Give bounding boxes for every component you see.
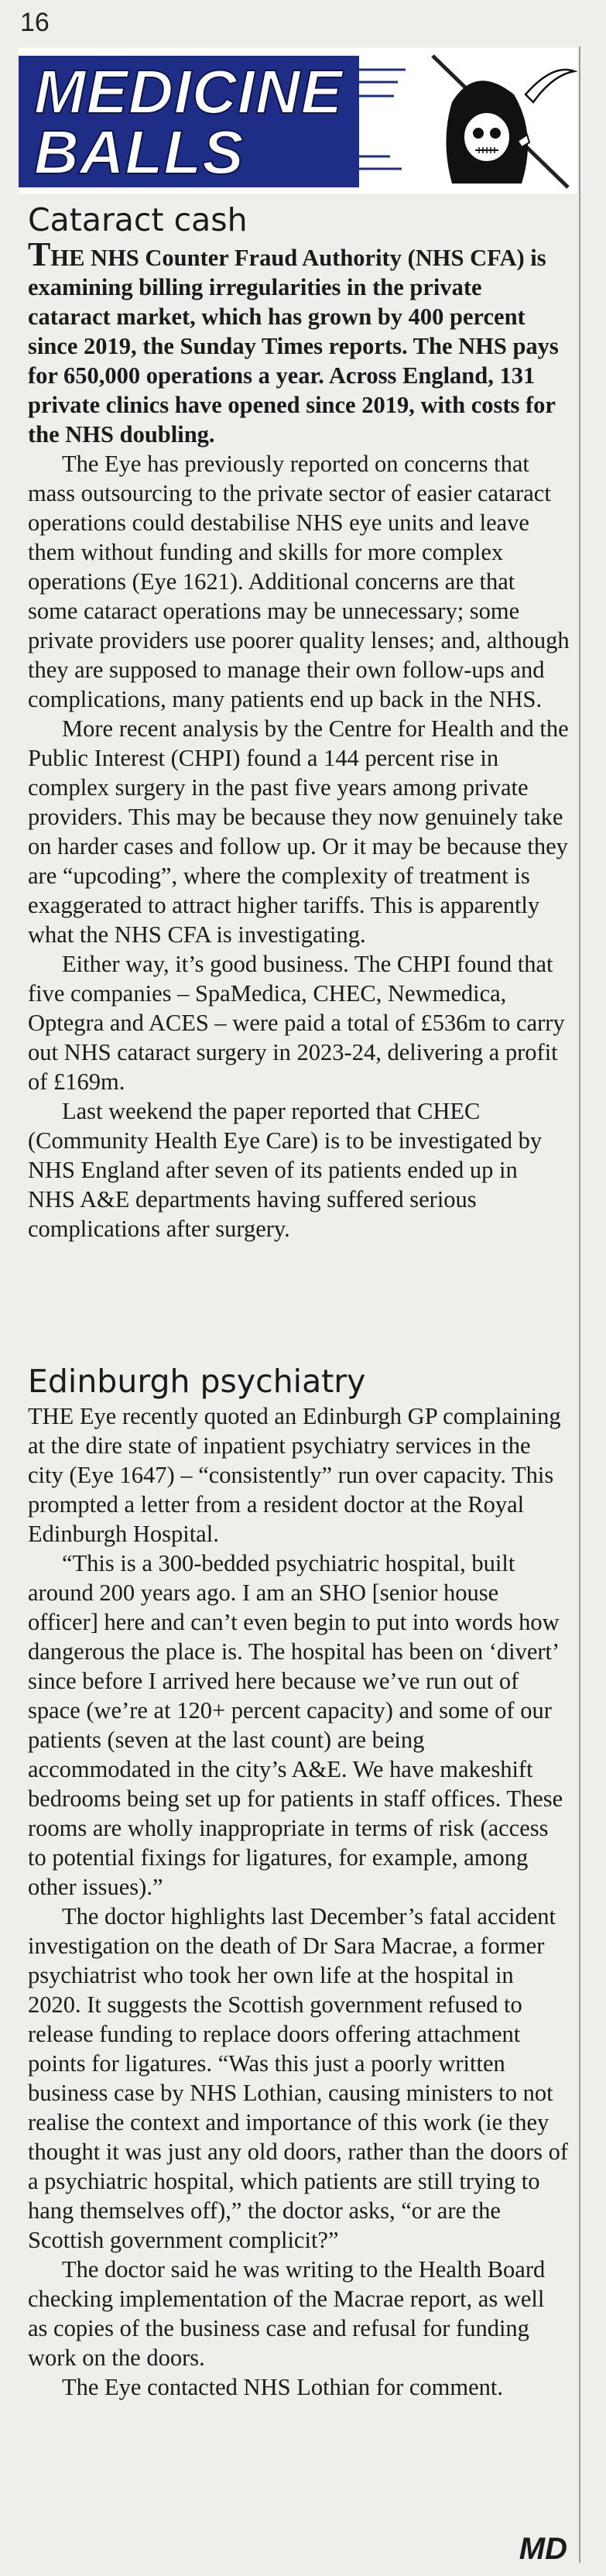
article-heading: Edinburgh psychiatry (28, 1363, 366, 1400)
article-paragraph: More recent analysis by the Centre for Health and the Public Interest (CHPI) found a 144 percent rise in complex surgery in the past five years among private providers. This may be because they now genuinely take on harder cases and follow up. Or it may be because they are “upcoding”, where the complexity of treatment is exaggerated to attract higher tariffs. This is apparently what the NHS CFA is investigating. (28, 715, 569, 948)
column-rule (579, 46, 580, 2563)
drop-cap: T (28, 235, 51, 273)
page-number: 16 (20, 8, 50, 37)
article-lead (28, 235, 570, 449)
article-heading: Cataract cash (28, 201, 248, 238)
lead-text: HE NHS Counter Fraud Authority (NHS CFA) is examining billing irregularities in the private cataract market, which has grown by 400 percent since 2019, the Sunday Times reports. The NHS pays for 650,000 operations a year. Across England, 131 private clinics have opened since 2019, with costs for the NHS doubling. (28, 245, 559, 448)
article-edinburgh-psychiatry (28, 1361, 570, 2402)
banner-title-line2: BALLS (34, 118, 245, 187)
article-paragraph: Either way, it’s good business. The CHPI found that five companies – SpaMedica, CHEC, Newmedica, Optegra and ACES – were paid a total of £536m to carry out NHS cataract surgery in 2023-24, delivering a profit of £169m. (28, 951, 565, 1095)
banner-title (34, 57, 375, 187)
article-intro: THE Eye recently quoted an Edinburgh GP complaining at the dire state of inpatient psychiatry services in the city (Eye 1647) – “consistently” run over capacity. This prompted a letter from a resident doctor at the Royal Edinburgh Hospital. (28, 1403, 561, 1547)
medicine-balls-banner (19, 48, 577, 194)
article-paragraph: The Eye has previously reported on concerns that mass outsourcing to the private sector of easier cataract operations could destabilise NHS eye units and leave them without funding and skills for more complex operations (Eye 1621). Additional concerns are that some cataract operations may be unnecessary; some private providers use poorer quality lenses; and, although they are supposed to manage their own follow-ups and complications, many patients end up back in the NHS. (28, 451, 570, 712)
article-paragraph: Last weekend the paper reported that CHEC (Community Health Eye Care) is to be investigated by NHS England after seven of its patients ended up in NHS A&E departments having suffered serious complications after surgery. (28, 1098, 543, 1242)
article-paragraph: The doctor highlights last December’s fatal accident investigation on the death of Dr Sara Macrae, a former psychiatrist who took her own life at the hospital in 2020. It suggests the Scottish government refused to release funding to replace doors offering attachment points for ligatures. “Was this just a poorly written business case by NHS Lothian, causing ministers to not realise the context and importance of this work (ie they thought it was just any old doors, rather than the doors of a psychiatric hospital, which patients are still trying to hang themselves off),” the doctor asks, “or are the Scottish government complicit?” (28, 1903, 569, 2253)
article-paragraph: The Eye contacted NHS Lothian for comment. (62, 2374, 503, 2400)
grim-reaper-illustration (359, 48, 577, 194)
article-cataract-cash (28, 200, 570, 1243)
banner-title-line1: MEDICINE (34, 57, 344, 126)
author-initials: MD (519, 2532, 567, 2566)
article-paragraph: The doctor said he was writing to the Health Board checking implementation of the Macrae report, as well as copies of the business case and refusal for funding work on the doors. (28, 2256, 546, 2371)
article-paragraph: “This is a 300-bedded psychiatric hospital, built around 200 years ago. I am an SHO [senior house officer] here and can’t even begin to put into words how dangerous the place is. The hospital has been on ‘divert’ since before I arrived here because we’ve run out of space (we’re at 120+ percent capacity) and some of our patients (seven at the last count) are being accommodated in the city’s A&E. We have makeshift bedrooms being set up for patients in staff offices. These rooms are wholly inappropriate in terms of risk (access to potential fixings for ligatures, for example, among other issues).” (28, 1550, 563, 1900)
